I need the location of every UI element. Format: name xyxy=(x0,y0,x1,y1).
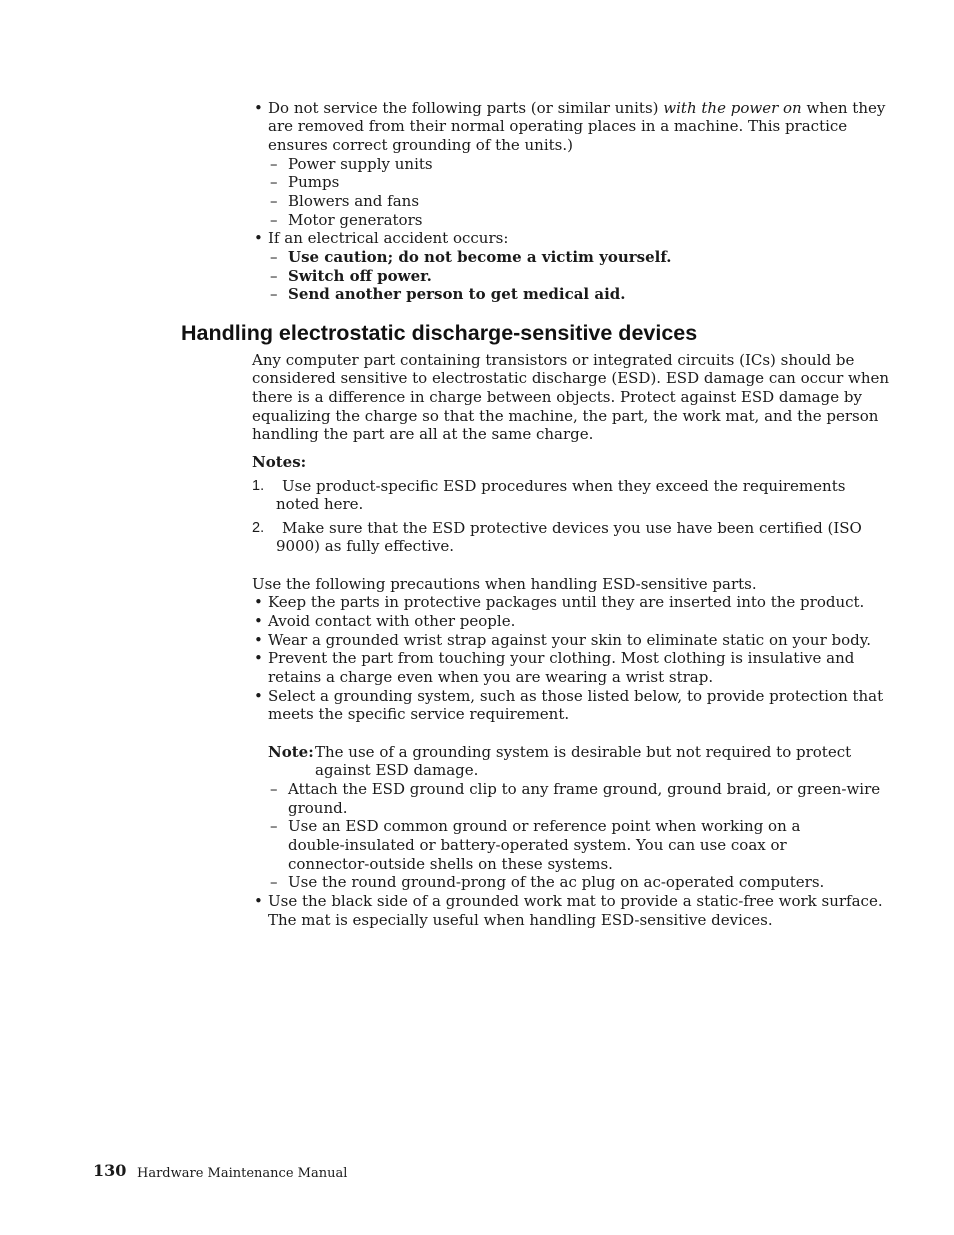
sub-list-item: Use the round ground-prong of the ac plug on ac-operated computers. xyxy=(288,873,825,891)
note-label: Note: xyxy=(268,743,314,761)
list-item-text: are removed from their normal operating places in a machine. This practice xyxy=(268,117,848,135)
sub-list-item-bold: Send another person to get medical aid. xyxy=(288,285,626,303)
sub-list-item: Motor generators xyxy=(288,211,423,229)
dash-marker: – xyxy=(270,155,278,173)
bullet: • xyxy=(254,892,263,910)
note-text: against ESD damage. xyxy=(315,761,479,779)
dash-marker: – xyxy=(270,248,278,266)
dash-marker: – xyxy=(270,211,278,229)
dash-marker: – xyxy=(270,192,278,210)
list-item-text: The mat is especially useful when handling ESD-sensitive devices. xyxy=(268,911,773,929)
note-text: Make sure that the ESD protective devices you use have been certified (ISO xyxy=(282,519,862,537)
sub-list-item: Attach the ESD ground clip to any frame ground, ground braid, or green-wire xyxy=(288,780,881,798)
footer-title: Hardware Maintenance Manual xyxy=(137,1166,348,1181)
sub-list-item-bold: Use caution; do not become a victim yourself. xyxy=(288,248,672,266)
bullet: • xyxy=(254,631,263,649)
sub-list-item: Pumps xyxy=(288,173,340,191)
sub-list-item-bold: Switch off power. xyxy=(288,267,432,285)
note-text: The use of a grounding system is desirable but not required to protect xyxy=(315,743,852,761)
list-item-text: Wear a grounded wrist strap against your skin to eliminate static on your body. xyxy=(268,631,872,649)
list-item-text: If an electrical accident occurs: xyxy=(268,229,509,247)
emphasis-text: with the power on xyxy=(663,99,802,117)
section-heading: Handling electrostatic discharge-sensitive devices xyxy=(181,321,698,345)
list-item-text: Select a grounding system, such as those listed below, to provide protection that xyxy=(268,687,884,705)
paragraph-line: handling the part are all at the same charge. xyxy=(252,425,594,443)
note-text: Use product-specific ESD procedures when they exceed the requirements xyxy=(282,477,846,495)
bullet: • xyxy=(254,229,263,247)
paragraph-line: considered sensitive to electrostatic discharge (ESD). ESD damage can occur when xyxy=(252,369,890,387)
list-item-text: Avoid contact with other people. xyxy=(268,612,516,630)
bullet: • xyxy=(254,687,263,705)
text-run: Do not service the following parts (or similar units) xyxy=(268,99,659,117)
sub-list-item: double-insulated or battery-operated system. You can use coax or xyxy=(288,836,787,854)
dash-marker: – xyxy=(270,267,278,285)
list-item-text: retains a charge even when you are wearing a wrist strap. xyxy=(268,668,714,686)
precautions-intro: Use the following precautions when handling ESD-sensitive parts. xyxy=(252,575,757,593)
sub-list-item: ground. xyxy=(288,799,348,817)
list-item-text xyxy=(268,99,885,118)
sub-list-item: Power supply units xyxy=(288,155,433,173)
note-text: 9000) as fully effective. xyxy=(276,537,455,555)
text-run: when they xyxy=(806,99,886,117)
dash-marker: – xyxy=(270,173,278,191)
dash-marker: – xyxy=(270,817,278,835)
list-item-text: Prevent the part from touching your clothing. Most clothing is insulative and xyxy=(268,649,855,667)
dash-marker: – xyxy=(270,873,278,891)
note-text: noted here. xyxy=(276,495,364,513)
list-item-text: ensures correct grounding of the units.) xyxy=(268,136,573,154)
sub-list-item: Use an ESD common ground or reference point when working on a xyxy=(288,817,801,835)
bullet: • xyxy=(254,593,263,611)
sub-list-item: Blowers and fans xyxy=(288,192,420,210)
bullet: • xyxy=(254,612,263,630)
bullet: • xyxy=(254,649,263,667)
notes-label: Notes: xyxy=(252,453,307,471)
page-number: 130 xyxy=(93,1161,127,1180)
paragraph-line: equalizing the charge so that the machine, the part, the work mat, and the person xyxy=(252,407,879,425)
note-number: 1. xyxy=(252,478,265,494)
list-item-text: Keep the parts in protective packages until they are inserted into the product. xyxy=(268,593,865,611)
list-item-text: meets the specific service requirement. xyxy=(268,705,570,723)
list-item-text: Use the black side of a grounded work mat to provide a static-free work surface. xyxy=(268,892,883,910)
paragraph-line: there is a difference in charge between objects. Protect against ESD damage by xyxy=(252,388,862,406)
dash-marker: – xyxy=(270,780,278,798)
dash-marker: – xyxy=(270,285,278,303)
bullet: • xyxy=(254,99,263,117)
paragraph-line: Any computer part containing transistors or integrated circuits (ICs) should be xyxy=(252,351,855,369)
sub-list-item: connector-outside shells on these systems. xyxy=(288,855,613,873)
note-number: 2. xyxy=(252,520,265,536)
